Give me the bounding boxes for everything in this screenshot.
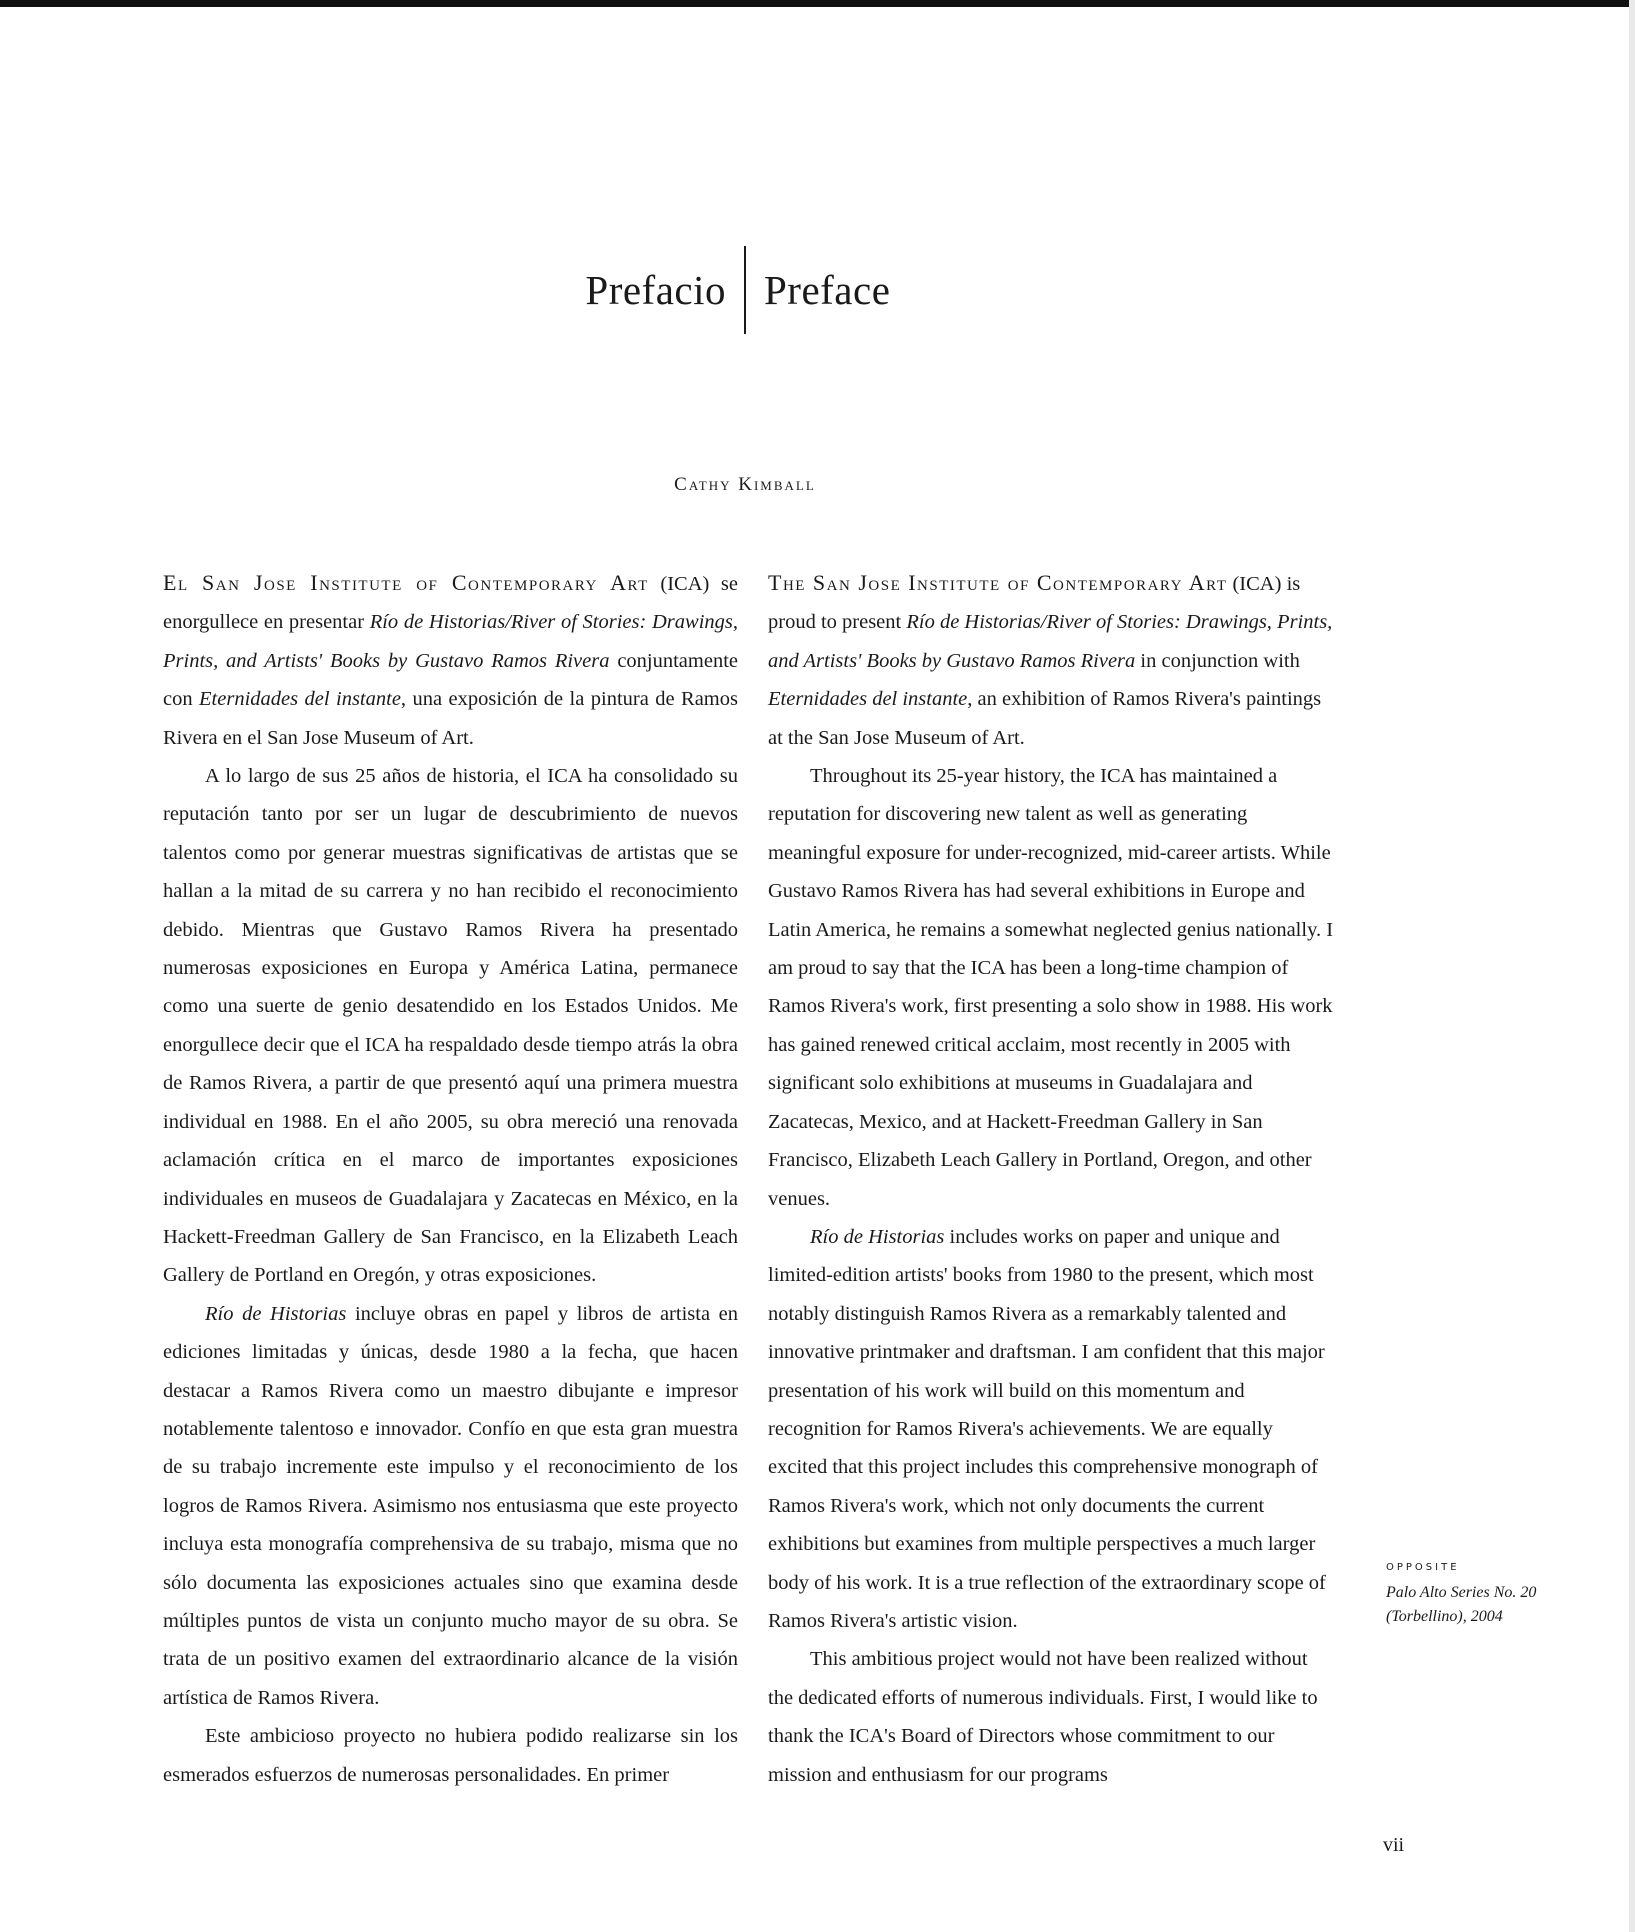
figure-caption	[1386, 1562, 1616, 1629]
author-name: Cathy Kimball	[674, 474, 816, 495]
spanish-lead-in: El San Jose Institute of Contemporary Art	[163, 570, 649, 595]
spanish-paragraph-1: El San Jose Institute of Contemporary Art (ICA) se enorgullece en presentar Río de Historias/River of Stories: Drawings, Prints, and Artists' Books by Gustavo Ramos Rivera conjuntamente con Eternidades del instante, una exposición de la pintura de Ramos Rivera en el San Jose Museum of Art.	[163, 570, 739, 749]
english-column	[768, 564, 1336, 1794]
english-lead-in: The San Jose Institute of Contemporary Art	[768, 570, 1228, 595]
page-title	[0, 246, 1490, 334]
spanish-paragraph-2: A lo largo de sus 25 años de historia, el ICA ha consolidado su reputación tanto por ser un lugar de descubrimiento de nuevos talentos como por generar muestras significativas de artistas que se hallan a la mitad de su carrera y no han recibido el reconocimiento debido. Mientras que Gustavo Ramos Rivera ha presentado numerosas exposiciones en Europa y América Latina, permanece como una suerte de genio desatendido en los Estados Unidos. Me enorgullece decir que el ICA ha respaldado desde tiempo atrás la obra de Ramos Rivera, a partir de que presentó aquí una primera muestra individual en 1988. En el año 2005, su obra mereció una renovada aclamación crítica en el marco de importantes exposiciones individuales en museos de Guadalajara y Zacatecas en México, en la Hackett-Freedman Gallery de San Francisco, en la Elizabeth Leach Gallery de Portland en Oregón, y otras exposiciones.	[163, 765, 738, 1287]
title-english: Preface	[764, 267, 891, 313]
title-spanish: Prefacio	[585, 267, 726, 313]
caption-label: OPPOSITE	[1386, 1562, 1460, 1573]
spanish-paragraph-4: Este ambicioso proyecto no hubiera podido realizarse sin los esmerados esfuerzos de numerosas personalidades. En primer	[163, 1725, 738, 1786]
english-paragraph-4: This ambitious project would not have been realized without the dedicated efforts of numerous individuals. First, I would like to thank the ICA's Board of Directors whose commitment to our mission and enthusiasm for our programs	[768, 1648, 1318, 1786]
english-paragraph-2: Throughout its 25-year history, the ICA has maintained a reputation for discovering new talent as well as generating meaningful exposure for under-recognized, mid-career artists. While Gustavo Ramos Rivera has had several exhibitions in Europe and Latin America, he remains a somewhat neglected genius nationally. I am proud to say that the ICA has been a long-time champion of Ramos Rivera's work, first presenting a solo show in 1988. His work has gained renewed critical acclaim, most recently in 2005 with significant solo exhibitions at museums in Guadalajara and Zacatecas, Mexico, and at Hackett-Freedman Gallery in San Francisco, Elizabeth Leach Gallery in Portland, Oregon, and other venues.	[768, 765, 1334, 1210]
top-border	[0, 0, 1635, 7]
page-edge	[1629, 0, 1635, 1932]
caption-detail: (Torbellino), 2004	[1386, 1608, 1503, 1625]
page-number: vii	[1383, 1834, 1405, 1856]
english-paragraph-1: The San Jose Institute of Contemporary Art (ICA) is proud to present Río de Historias/River of Stories: Drawings, Prints, and Artists' Books by Gustavo Ramos Rivera in conjunction with Eternidades del instante, an exhibition of Ramos Rivera's paintings at the San Jose Museum of Art.	[768, 570, 1333, 749]
english-paragraph-3: Río de Historias includes works on paper and unique and limited-edition artists' books from 1980 to the present, which most notably distinguish Ramos Rivera as a remarkably talented and innovative printmaker and draftsman. I am confident that this major presentation of his work will build on this momentum and recognition for Ramos Rivera's achievements. We are equally excited that this project includes this comprehensive monograph of Ramos Rivera's work, which not only documents the current exhibitions but examines from multiple perspectives a much larger body of his work. It is a true reflection of the extraordinary scope of Ramos Rivera's artistic vision.	[768, 1225, 1326, 1632]
caption-title: Palo Alto Series No. 20	[1386, 1584, 1537, 1601]
spanish-column	[163, 564, 738, 1794]
spanish-paragraph-3: Río de Historias incluye obras en papel y libros de artista en ediciones limitadas y únicas, desde 1980 a la fecha, que hacen destacar a Ramos Rivera como un maestro dibujante e impresor notablemente talentoso e innovador. Confío en que esta gran muestra de su trabajo incremente este impulso y el reconocimiento de los logros de Ramos Rivera. Asimismo nos entusiasma que este proyecto incluya esta monografía comprehensiva de su trabajo, misma que no sólo documenta las exposiciones actuales sino que examina desde múltiples puntos de vista un conjunto mucho mayor de su obra. Se trata de un positivo examen del extraordinario alcance de la visión artística de Ramos Rivera.	[163, 1302, 738, 1709]
